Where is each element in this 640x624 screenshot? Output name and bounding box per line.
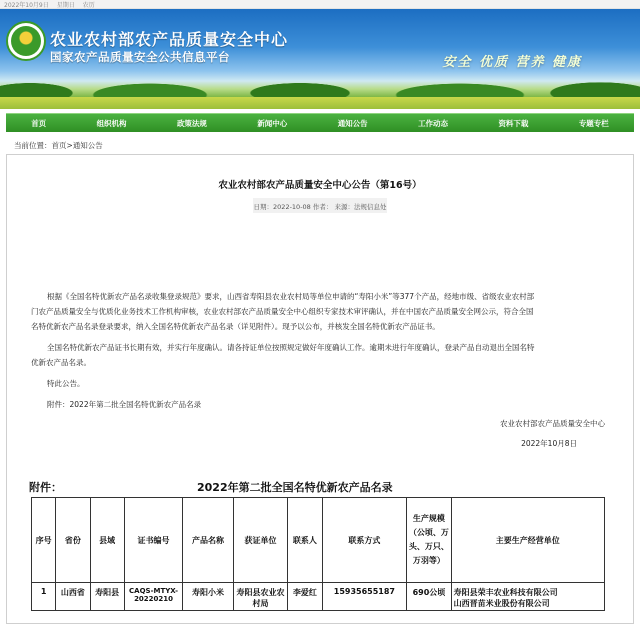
para1-line2: 门农产品质量安全与优质化业务技术工作机构审核，农业农村部农产品质量安全中心组织专家技术审评确认，并在中国农产品质量安全网公示，符合全国	[31, 307, 534, 316]
banner-field	[0, 97, 640, 109]
weekday-text: 星期日	[56, 1, 75, 9]
col-header-province: 省份	[56, 498, 90, 583]
col-header-product: 产品名称	[183, 498, 233, 583]
main-nav	[6, 113, 634, 132]
col-header-unit: 获证单位	[233, 498, 287, 583]
banner-trees	[0, 73, 640, 99]
col-header-contact: 联系人	[288, 498, 322, 583]
nav-item-downloads[interactable]: 资料下载	[498, 118, 529, 128]
nav-item-work[interactable]: 工作动态	[418, 118, 449, 128]
cell-phone: 15935655187	[322, 583, 407, 611]
col-header-scale: 生产规模（公顷、万头、万只、万羽等）	[407, 498, 451, 583]
nav-item-organization[interactable]: 组织机构	[96, 118, 127, 128]
table-row	[32, 583, 605, 611]
cell-product: 寿阳小米	[183, 583, 233, 611]
cell-contact: 李爱红	[288, 583, 322, 611]
signature-org: 农业农村部农产品质量安全中心	[500, 419, 605, 428]
cell-no: 1	[32, 583, 56, 611]
col-header-operator: 主要生产经营单位	[451, 498, 604, 583]
date-text: 2022年10月9日	[4, 1, 49, 9]
site-title: 农业农村部农产品质量安全中心	[50, 30, 289, 49]
site-subtitle: 国家农产品质量安全公共信息平台	[50, 50, 230, 64]
operator-1: 寿阳县荣丰农业科技有限公司	[453, 588, 558, 597]
col-header-county: 县域	[90, 498, 124, 583]
cell-scale: 690公顷	[407, 583, 451, 611]
col-header-no: 序号	[32, 498, 56, 583]
cell-unit: 寿阳县农业农村局	[233, 583, 287, 611]
para2-line1: 全国名特优新农产品证书长期有效，并实行年度确认。请各持证单位按照规定做好年度确认工作。逾期未进行年度确认，登录产品自动退出全国名特	[47, 343, 535, 352]
cell-province: 山西省	[56, 583, 90, 611]
top-info-bar	[0, 0, 640, 9]
para2-line2: 优新农产品名录。	[31, 358, 91, 367]
article-title: 农业农村部农产品质量安全中心公告（第16号）	[218, 180, 422, 191]
operator-2: 山西晋苗米业股份有限公司	[453, 599, 550, 608]
article-body	[31, 289, 607, 412]
nav-item-notices[interactable]: 通知公告	[337, 118, 368, 128]
col-header-phone: 联系方式	[322, 498, 407, 583]
site-banner	[0, 9, 640, 109]
annex-title: 2022年第二批全国名特优新农产品名录	[197, 481, 393, 494]
cell-operator	[451, 583, 604, 611]
annex-label: 附件：	[29, 481, 62, 494]
cell-county: 寿阳县	[90, 583, 124, 611]
breadcrumb[interactable]: 当前位置：首页>通知公告	[14, 141, 103, 150]
nav-item-news[interactable]: 新闻中心	[257, 118, 288, 128]
nav-item-policy[interactable]: 政策法规	[176, 118, 207, 128]
para1-line3: 名特优新农产品名录登录要求，纳入全国名特优新农产品名录（详见附件）。现予以公布，并核发全国名特优新农产品证书。	[31, 322, 440, 331]
article-meta-text: 日期：2022-10-08 作者： 来源：法规信息处	[253, 203, 387, 211]
para3: 特此公告。	[47, 379, 85, 388]
table-header-row	[32, 498, 605, 583]
nav-item-topics[interactable]: 专题专栏	[578, 118, 609, 128]
site-slogan: 安全 优质 营养 健康	[442, 55, 582, 70]
signature-date: 2022年10月8日	[521, 439, 577, 448]
attachment-link[interactable]: 附件：2022年第二批全国名特优新农产品名录	[47, 400, 202, 409]
lunar-text: 农历	[82, 1, 95, 9]
para1-line1: 根据《全国名特优新农产品名录收集登录规范》要求，山西省寿阳县农业农村局等单位申请的“寿阳小米”等377个产品，经地市级、省级农业农村部	[47, 292, 535, 301]
site-logo[interactable]	[6, 21, 46, 61]
cell-cert: CAQS-MTYX-20220210	[124, 583, 183, 611]
col-header-cert: 证书编号	[124, 498, 183, 583]
product-table	[31, 497, 605, 611]
article-meta	[253, 198, 387, 213]
article-panel	[6, 154, 634, 624]
nav-item-home[interactable]: 首页	[31, 118, 47, 128]
logo-emblem-icon	[11, 26, 41, 56]
